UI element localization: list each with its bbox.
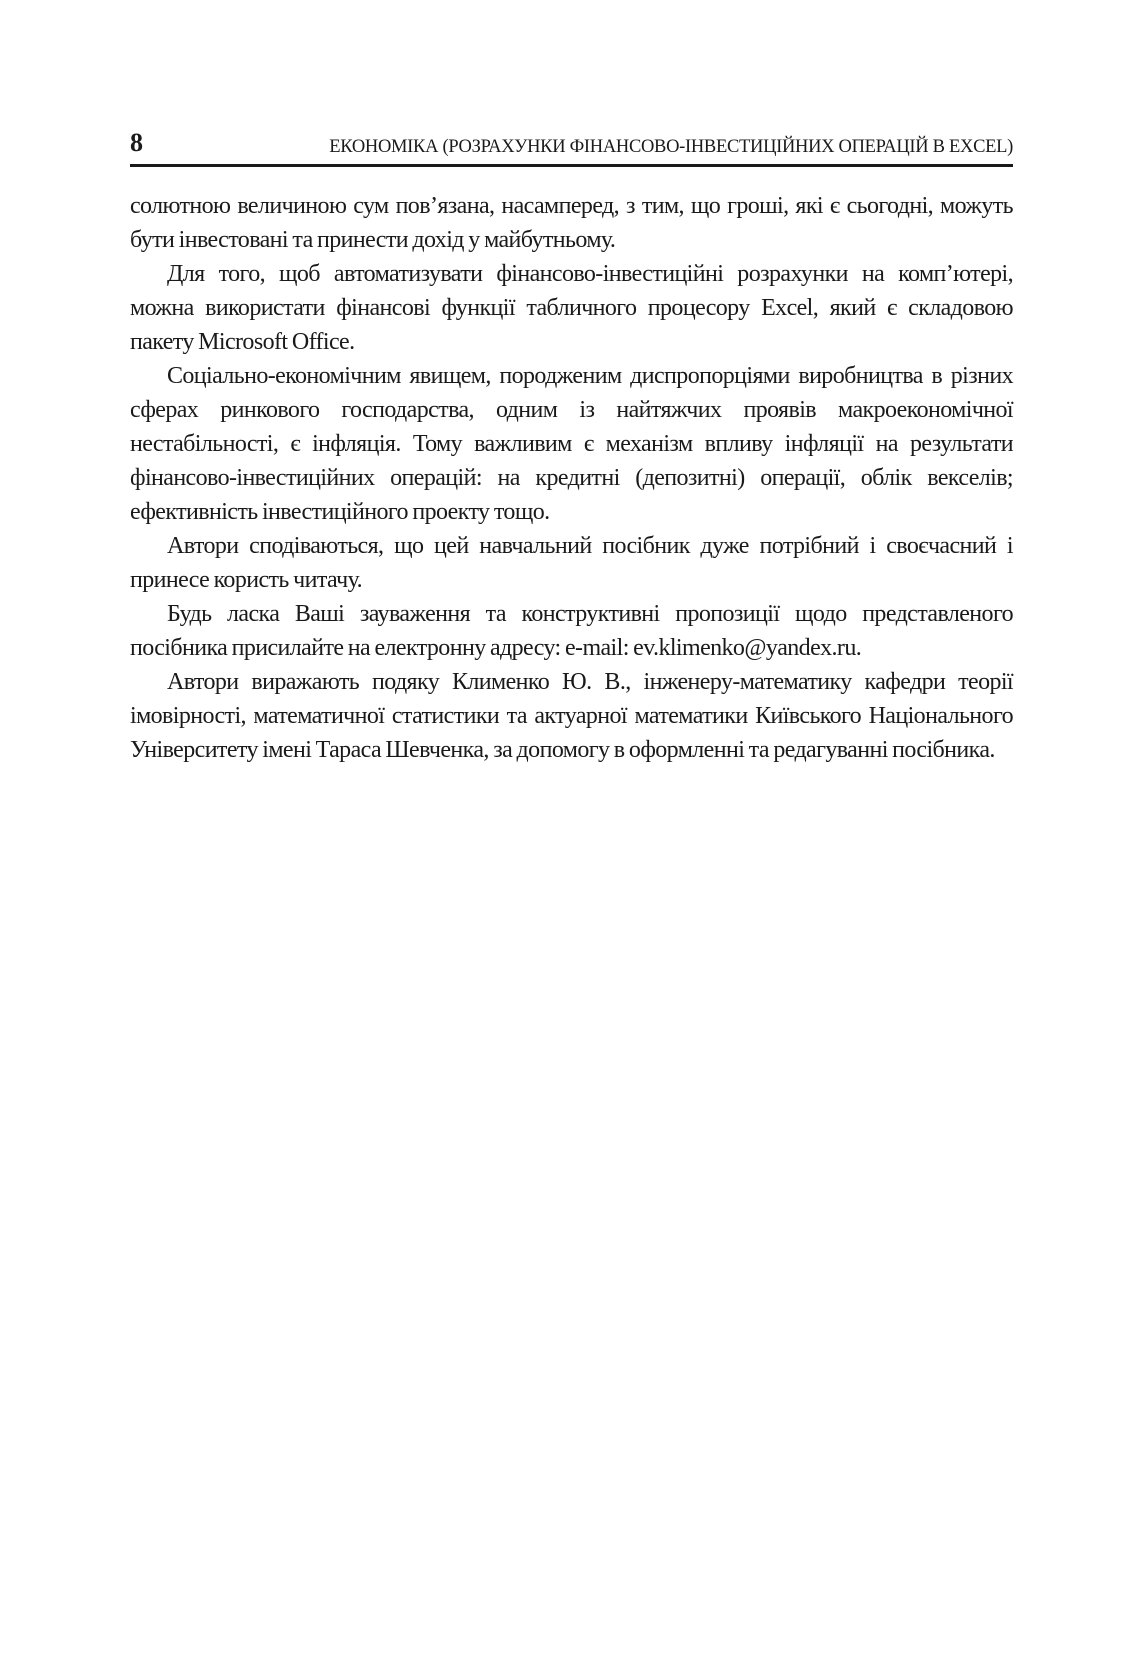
paragraph-continuation: солютною величиною сум пов’язана, насамперед, з тим, що гроші, які є сьогодні, можуть бути інвестовані та принести дохід у майбутньому. [130, 193, 1013, 253]
page-number: 8 [130, 128, 143, 157]
document-page [130, 130, 1013, 767]
paragraph-feedback-email: Будь ласка Ваші зауваження та конструктивні пропозиції щодо представленого посібника присилайте на електронну адресу: e-mail: ev.klimenko@yandex.ru. [130, 601, 1013, 661]
running-title: ЕКОНОМІКА (РОЗРАХУНКИ ФІНАНСОВО-ІНВЕСТИЦІЙНИХ ОПЕРАЦІЙ В EXCEL) [329, 136, 1013, 157]
body-text [130, 189, 1013, 767]
paragraph-inflation: Соціально-економічним явищем, породженим диспропорціями виробництва в різних сферах ринкового господарства, одним із найтяжчих проявів макроекономічної нестабільності, є інфляція. Тому важливим є механізм впливу інфляції на результати фінансово-інвестиційних операцій: на кредитні (депозитні) операції, облік векселів; ефективність інвестиційного проекту тощо. [130, 363, 1013, 525]
paragraph-authors-hope: Автори сподіваються, що цей навчальний посібник дуже потрібний і своєчасний і принесе користь читачу. [130, 533, 1013, 593]
paragraph-excel-automation: Для того, щоб автоматизувати фінансово-інвестиційні розрахунки на комп’ютері, можна використати фінансові функції табличного процесору Excel, який є складовою пакету Microsoft Office. [130, 261, 1013, 355]
page-header [130, 130, 1013, 167]
paragraph-acknowledgements: Автори виражають подяку Клименко Ю. В., інженеру-математику кафедри теорії імовірності, математичної статистики та актуарної математики Київського Національного Університету імені Тараса Шевченка, за допомогу в оформленні та редагуванні посібника. [130, 669, 1013, 763]
